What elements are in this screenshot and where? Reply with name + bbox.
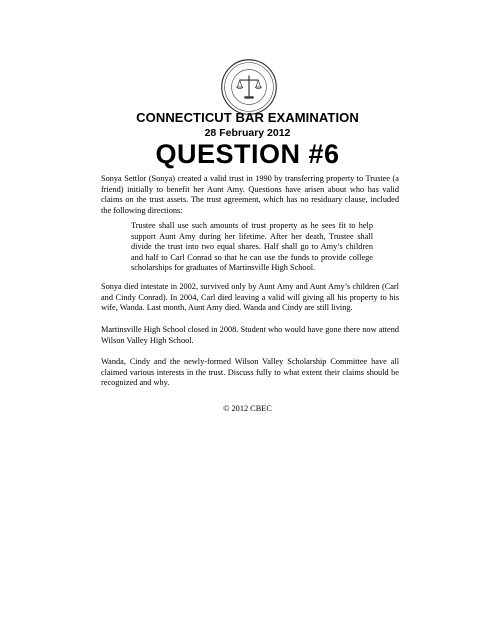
exam-date: 28 February 2012	[204, 127, 291, 139]
fact-paragraph-3: Martinsville High School closed in 2008. Student who would have gone there now attend Wilson Valley High School.	[101, 325, 399, 345]
question-number: QUESTION #6	[155, 139, 340, 169]
trust-directions-quote: Trustee shall use such amounts of trust property as he sees fit to help support Aunt Amy during her lifetime. After her death, Trustee shall divide the trust into two equal shares. Half shall go to Amy’s children and half to Carl Conrad so that he can use the funds to provide college scholarships for graduates of Martinsville High School.	[131, 221, 373, 273]
fact-paragraph-1: Sonya Settlor (Sonya) created a valid trust in 1990 by transferring property to Trustee (a friend) initially to benefit her Aunt Amy. Questions have arisen about who has valid claims on the trust assets. The trust agreement, which has no residuary clause, included the following directions:	[101, 174, 399, 215]
bar-examining-committee-seal	[220, 58, 278, 116]
exam-title: CONNECTICUT BAR EXAMINATION	[136, 110, 359, 125]
svg-text:· · · · · · · · · · · · ·: · · · · · · · · · · · · ·	[232, 62, 266, 73]
fact-paragraph-2: Sonya died intestate in 2002, survived only by Aunt Amy and Aunt Amy’s children (Carl and Cindy Conrad). In 2004, Carl died leaving a valid will giving all his property to his wife, Wanda. Last month, Aunt Amy died. Wanda and Cindy are still living.	[101, 282, 399, 313]
copyright-notice: © 2012 CBEC	[223, 404, 272, 413]
question-prompt: Wanda, Cindy and the newly-formed Wilson Valley Scholarship Committee have all claimed various interests in the trust. Discuss fully to what extent their claims should be recognized and why.	[101, 357, 399, 388]
